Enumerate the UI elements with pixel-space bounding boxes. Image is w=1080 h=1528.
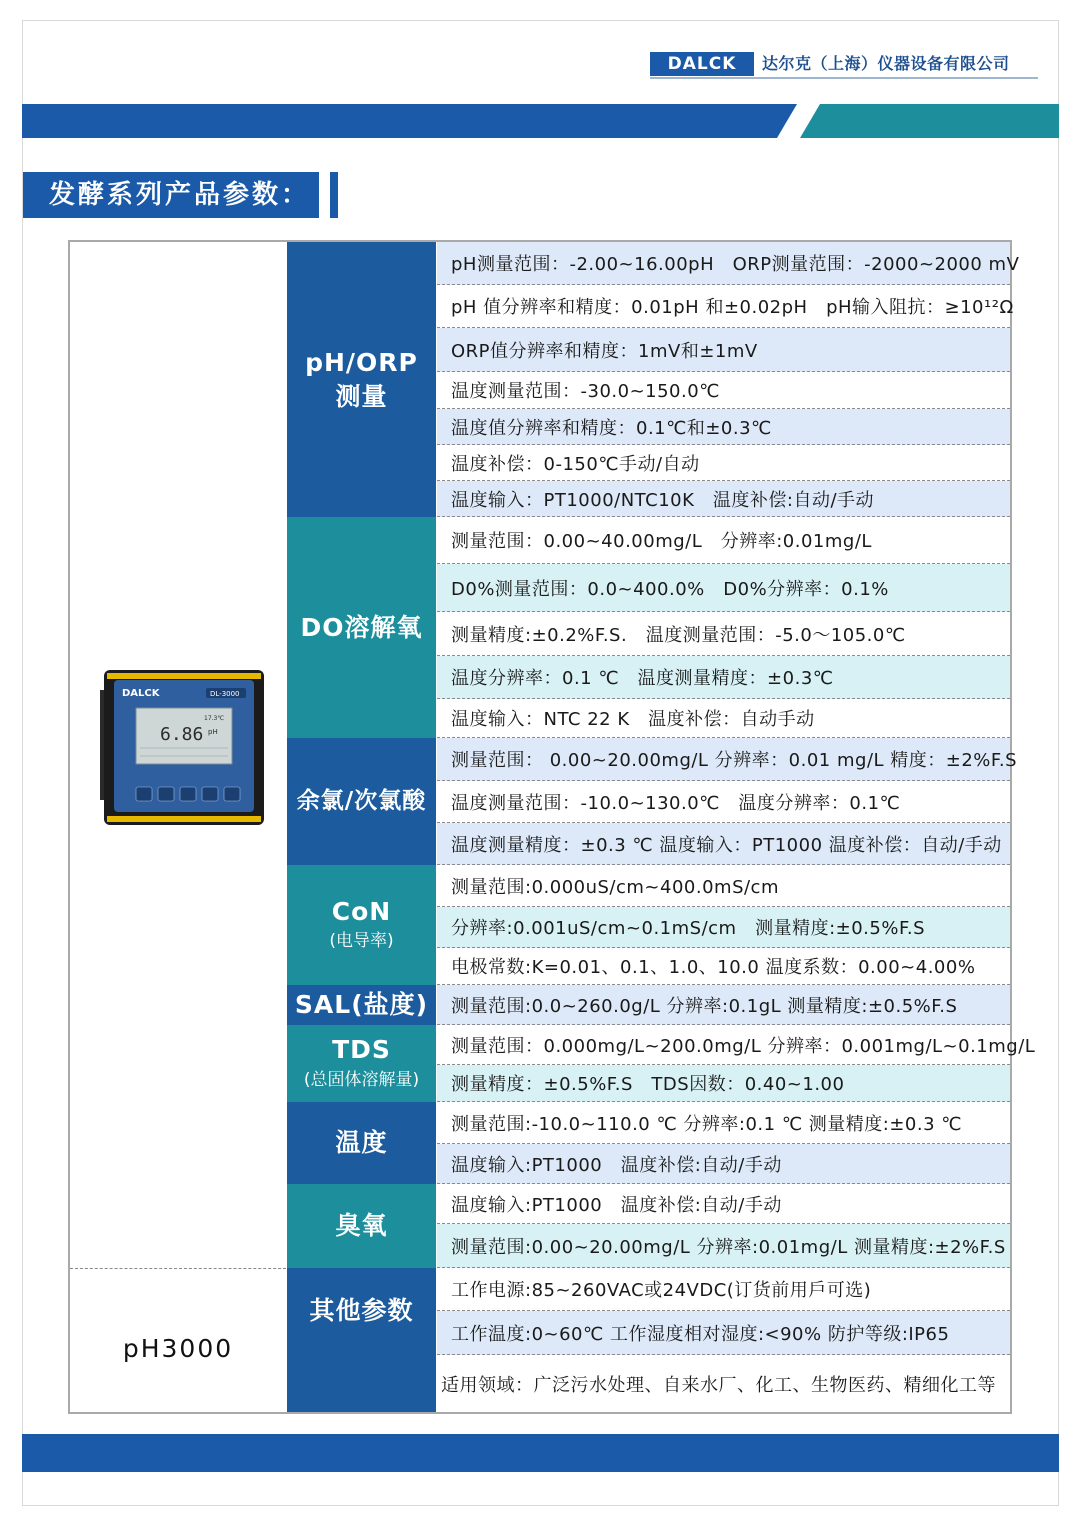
spec-row: D0%测量范围：0.0~400.0% D0%分辨率：0.1% [437,564,1010,612]
category-label: TDS [332,1035,391,1065]
category-do [287,517,436,738]
header-band [22,104,1059,138]
spec-row: 温度测量精度：±0.3 ℃ 温度输入：PT1000 温度补偿：自动/手动 [437,823,1010,865]
category-label-line2: 测量 [335,381,388,411]
spec-row: 测量范围： 0.00~20.00mg/L 分辨率：0.01 mg/L 精度：±2%F.S [437,738,1010,781]
category-label: CoN [331,896,392,926]
spec-row: 测量范围：0.000mg/L~200.0mg/L 分辨率：0.001mg/L~0.1mg/L [437,1025,1010,1065]
category-label: pH/ORP [305,347,418,377]
spec-row: 测量精度:±0.2%F.S. 温度测量范围：-5.0～105.0℃ [437,612,1010,656]
category-sublabel: (电导率) [329,931,394,952]
product-column [70,242,286,1412]
footer-band [22,1434,1059,1472]
spec-row: 测量精度：±0.5%F.S TDS因数：0.40~1.00 [437,1065,1010,1102]
device-reading: 6.86 [160,724,204,745]
category-label: DO溶解氧 [300,612,423,642]
spec-row: ORP值分辨率和精度：1mV和±1mV [437,328,1010,372]
section-title-accent [330,172,338,218]
category-ph-orp [287,242,436,517]
category-label: 臭氧 [335,1211,388,1241]
spec-row: 温度输入:PT1000 温度补偿:自动/手动 [437,1144,1010,1184]
category-conductivity [287,865,436,985]
product-column-divider [70,1268,286,1269]
ph-controller-device-icon [100,670,265,825]
spec-row: 温度值分辨率和精度：0.1℃和±0.3℃ [437,409,1010,445]
spec-row: 电极常数:K=0.01、0.1、1.0、10.0 温度系数：0.00~4.00% [437,948,1010,985]
spec-row: 测量范围:0.0~260.0g/L 分辨率:0.1gL 测量精度:±0.5%F.S [437,985,1010,1025]
category-ozone [287,1184,436,1268]
spec-row: 温度输入：PT1000/NTC10K 温度补偿:自动/手动 [437,481,1010,517]
spec-row: 工作电源:85~260VAC或24VDC(订货前用戶可选) [437,1268,1010,1311]
device-temp: 17.3℃ [204,715,225,722]
spec-row: 分辨率:0.001uS/cm~0.1mS/cm 测量精度:±0.5%F.S [437,907,1010,948]
category-temperature [287,1102,436,1184]
company-underline [650,77,1038,79]
device-model-badge: DL-3000 [210,690,240,698]
category-label: 余氯/次氯酸 [296,787,427,814]
spec-row: 温度测量范围：-30.0~150.0℃ [437,372,1010,409]
device-unit: pH [208,728,218,736]
device-brand: DALCK [122,688,160,699]
product-model: pH3000 [122,1334,234,1363]
category-sublabel: (总固体溶解量) [303,1069,420,1090]
category-other [287,1268,436,1412]
spec-row: 测量范围:-10.0~110.0 ℃ 分辨率:0.1 ℃ 测量精度:±0.3 ℃ [437,1102,1010,1144]
category-label: SAL(盐度) [294,990,429,1020]
spec-row: 测量范围:0.00~20.00mg/L 分辨率:0.01mg/L 测量精度:±2%F.S [437,1224,1010,1268]
spec-row: 温度输入:PT1000 温度补偿:自动/手动 [437,1184,1010,1224]
spec-row: 测量范围：0.00~40.00mg/L 分辨率:0.01mg/L [437,517,1010,564]
spec-row: 温度补偿：0-150℃手动/自动 [437,445,1010,481]
spec-row: 适用领域：广泛污水处理、自来水厂、化工、生物医药、精细化工等 [437,1355,1010,1412]
category-label: 温度 [335,1128,388,1158]
category-label: 其他参数 [309,1296,414,1325]
spec-row: pH测量范围：-2.00~16.00pH ORP测量范围：-2000~2000 mV [437,242,1010,285]
spec-row: 测量范围:0.000uS/cm~400.0mS/cm [437,865,1010,907]
spec-row: 工作温度:0~60℃ 工作湿度相对湿度:<90% 防护等级:IP65 [437,1311,1010,1355]
category-tds [287,1025,436,1102]
section-title: 发酵系列产品参数： [23,172,319,218]
spec-row: 温度输入：NTC 22 K 温度补偿：自动手动 [437,699,1010,738]
dalck-logo: DALCK [650,52,754,76]
category-salinity [287,985,436,1025]
company-name: 达尔克（上海）仪器设备有限公司 [762,54,1010,73]
spec-row: 温度分辨率：0.1 ℃ 温度测量精度：±0.3℃ [437,656,1010,699]
spec-row: 温度测量范围：-10.0~130.0℃ 温度分辨率：0.1℃ [437,781,1010,823]
spec-row: pH 值分辨率和精度：0.01pH 和±0.02pH pH输入阻抗：≥10¹²Ω [437,285,1010,328]
category-chlorine [287,738,436,865]
